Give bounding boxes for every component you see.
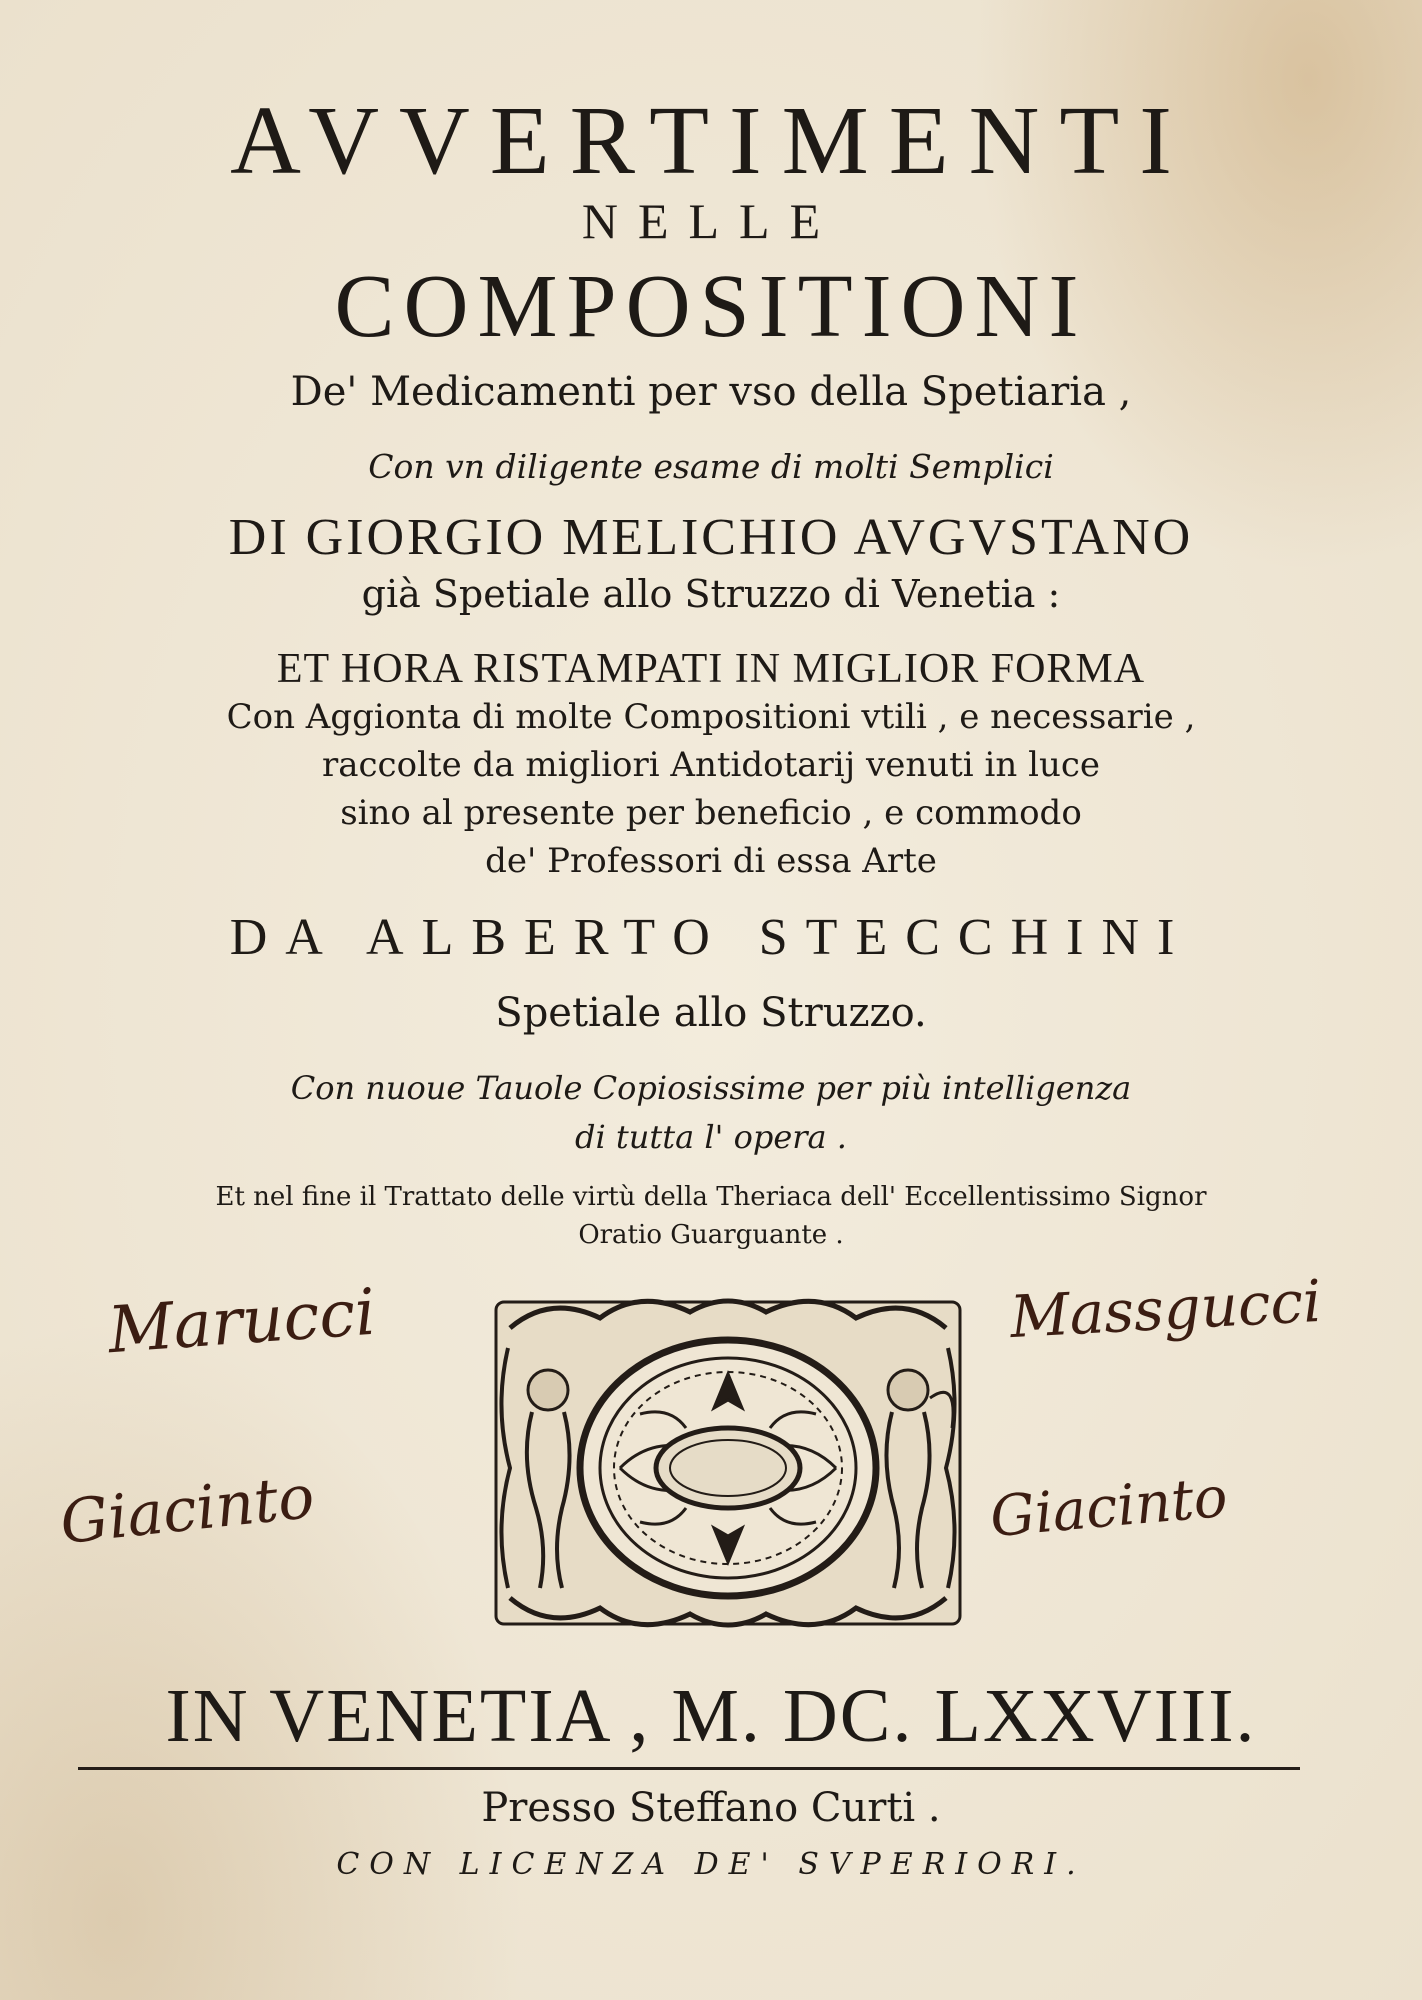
license-line: CON LICENZA DE' SVPERIORI. xyxy=(336,1847,1086,1882)
addition-line-1: Con Aggionta di molte Compositioni vtili , e necessarie , xyxy=(226,697,1196,737)
author-subline: già Spetiale allo Struzzo di Venetia : xyxy=(361,572,1061,616)
reprint-line: ET HORA RISTAMPATI IN MIGLIOR FORMA xyxy=(276,646,1146,692)
tables-line-1: Con nuoue Tauole Copiosissime per più intelligenza xyxy=(290,1069,1132,1107)
title-line-3: COMPOSITIONI xyxy=(334,257,1088,356)
title-line-2: NELLE xyxy=(581,193,841,249)
imprint-place-date: IN VENETIA , M. DC. LXXVIII. xyxy=(165,1674,1257,1758)
treatise-line-1: Et nel fine il Trattato delle virtù della Theriaca dell' Eccellentissimo Signor xyxy=(215,1182,1207,1212)
treatise-line-2: Oratio Guarguante . xyxy=(578,1220,844,1250)
printer-line: Presso Steffano Curti . xyxy=(481,1785,941,1831)
tables-line-2: di tutta l' opera . xyxy=(575,1118,847,1156)
divider-rule xyxy=(78,1767,1300,1770)
handwritten-name-left-bottom: Giacinto xyxy=(57,1461,318,1559)
addition-line-4: de' Professori di essa Arte xyxy=(485,841,937,881)
printers-device-ornament-icon xyxy=(490,1288,966,1638)
handwritten-name-left-top: Marucci xyxy=(105,1275,378,1369)
editor-subline: Spetiale allo Struzzo. xyxy=(495,990,927,1036)
addition-line-2: raccolte da migliori Antidotarij venuti in luce xyxy=(321,745,1101,785)
author-line: DI GIORGIO MELICHIO AVGVSTANO xyxy=(228,509,1194,566)
subtitle-line-4: De' Medicamenti per vso della Spetiaria , xyxy=(290,369,1132,415)
editor-line: DA ALBERTO STECCHINI xyxy=(229,909,1193,966)
handwritten-name-right-top: Massgucci xyxy=(1008,1266,1324,1352)
handwritten-name-right-bottom: Giacinto xyxy=(987,1464,1230,1551)
subtitle-line-5: Con vn diligente esame di molti Semplici xyxy=(368,447,1054,486)
title-line-1: AVVERTIMENTI xyxy=(230,87,1192,195)
addition-line-3: sino al presente per beneficio , e commodo xyxy=(340,793,1082,833)
